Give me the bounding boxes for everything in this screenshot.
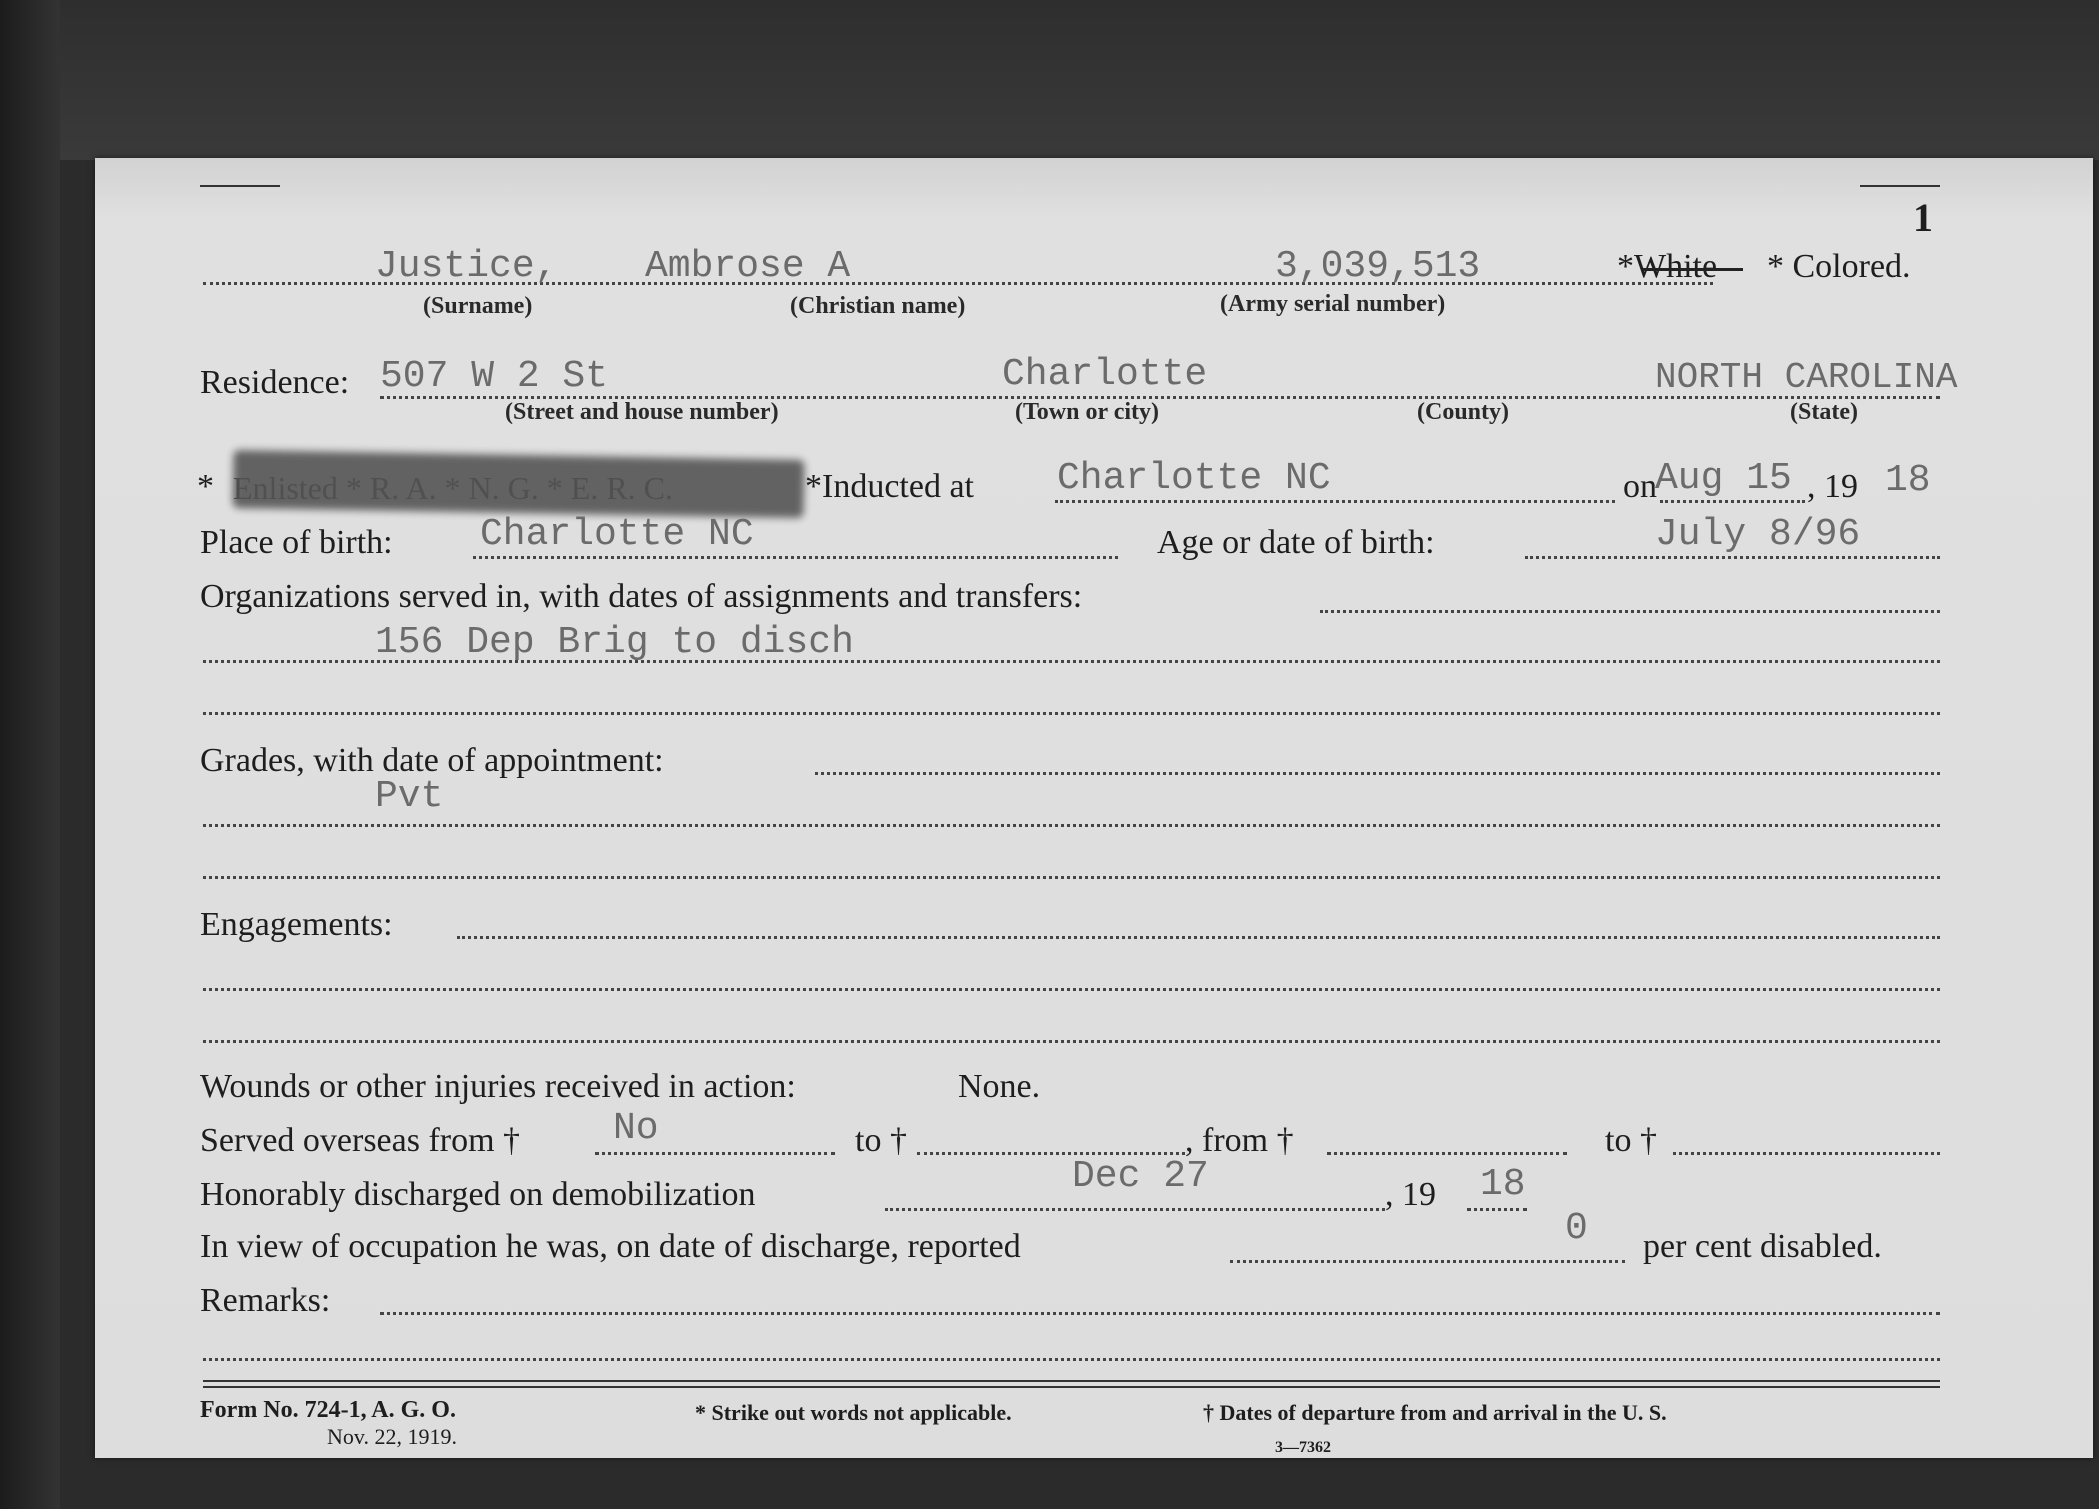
residence-town-value: Charlotte — [1002, 353, 1208, 396]
residence-street-value: 507 W 2 St — [380, 355, 609, 398]
race-colored-label: * Colored. — [1767, 248, 1911, 285]
christian-name-caption: (Christian name) — [790, 293, 966, 319]
discharge-year-line — [1467, 1208, 1527, 1211]
serial-number-value: 3,039,513 — [1275, 245, 1481, 288]
remarks-line-1 — [380, 1312, 1940, 1315]
engagements-line-3 — [203, 1040, 1940, 1043]
footer-rule-1 — [203, 1380, 1940, 1382]
date-of-birth-label: Age or date of birth: — [1157, 524, 1435, 561]
remarks-label: Remarks: — [200, 1282, 331, 1319]
engagements-label: Engagements: — [200, 906, 393, 943]
overseas-from-label-2: , from † — [1185, 1122, 1294, 1159]
wounds-value: None. — [958, 1068, 1041, 1105]
overseas-to-label-2: to † — [1605, 1122, 1657, 1159]
place-of-birth-line — [473, 556, 1118, 559]
grades-line-1 — [815, 772, 1940, 775]
inducted-place-value: Charlotte NC — [1057, 457, 1331, 500]
serial-number-caption: (Army serial number) — [1220, 291, 1446, 317]
print-code: 3—7362 — [1275, 1439, 1331, 1456]
place-of-birth-value: Charlotte NC — [480, 513, 754, 556]
on-label: on — [1623, 468, 1657, 505]
surname-caption: (Surname) — [423, 293, 533, 319]
disability-value: 0 — [1565, 1207, 1588, 1250]
discharge-year-prefix: , 19 — [1385, 1176, 1436, 1213]
strike-note: * Strike out words not applicable. — [695, 1400, 1012, 1425]
grades-value: Pvt — [375, 775, 444, 818]
organizations-line-1 — [1320, 610, 1940, 613]
footer-rule-2 — [203, 1386, 1940, 1388]
form-date: Nov. 22, 1919. — [327, 1424, 457, 1449]
induction-year-prefix: , 19 — [1807, 468, 1858, 505]
overseas-to-line-2 — [1673, 1152, 1940, 1155]
town-caption: (Town or city) — [1015, 399, 1159, 425]
state-caption: (State) — [1790, 399, 1858, 425]
discharge-date-line — [885, 1208, 1385, 1211]
race-white-label: *White — [1617, 248, 1718, 285]
served-overseas-value: No — [613, 1107, 659, 1150]
corner-rule-left — [200, 185, 280, 187]
wounds-label: Wounds or other injuries received in action: — [200, 1068, 796, 1105]
street-caption: (Street and house number) — [505, 399, 779, 425]
grades-line-2 — [203, 824, 1940, 827]
residence-label: Residence: — [200, 364, 350, 401]
organizations-label: Organizations served in, with dates of assignments and transfers: — [200, 578, 1083, 615]
county-caption: (County) — [1417, 399, 1510, 425]
induction-date-value: Aug 15 — [1655, 457, 1792, 500]
disability-suffix: per cent disabled. — [1643, 1228, 1882, 1265]
inducted-label: *Inducted at — [805, 468, 974, 505]
race-white-strike — [1643, 268, 1743, 271]
induction-year-value: 18 — [1885, 459, 1931, 502]
discharge-date-value: Dec 27 — [1072, 1155, 1209, 1198]
card-number: 1 — [1913, 195, 1933, 240]
date-of-birth-line — [1525, 556, 1940, 559]
engagements-line-2 — [203, 988, 1940, 991]
grades-label: Grades, with date of appointment: — [200, 742, 664, 779]
inducted-line — [1055, 500, 1615, 503]
engagements-line-1 — [457, 936, 1940, 939]
overseas-from-line — [595, 1152, 835, 1155]
organizations-line-3 — [203, 712, 1940, 715]
induction-date-line — [1660, 500, 1805, 503]
date-of-birth-value: July 8/96 — [1655, 513, 1861, 556]
disability-label: In view of occupation he was, on date of discharge, reported — [200, 1228, 1021, 1265]
place-of-birth-label: Place of birth: — [200, 524, 393, 561]
induction-star: * — [197, 468, 214, 505]
dates-note: † Dates of departure from and arrival in the U. S. — [1203, 1400, 1667, 1425]
enlisted-strikeout-smudge — [233, 450, 805, 518]
discharge-year-value: 18 — [1480, 1163, 1526, 1206]
christian-name-value: Ambrose A — [645, 245, 851, 288]
scan-background-top — [0, 0, 2099, 160]
residence-state-value: NORTH CAROLINA — [1655, 357, 1958, 398]
grades-line-3 — [203, 876, 1940, 879]
disability-line — [1230, 1260, 1625, 1263]
service-record-card — [95, 158, 2093, 1458]
form-number: Form No. 724-1, A. G. O. — [200, 1397, 456, 1423]
surname-value: Justice, — [375, 245, 558, 288]
remarks-line-2 — [203, 1358, 1940, 1361]
corner-rule-right — [1860, 185, 1940, 187]
overseas-to-label-1: to † — [855, 1122, 907, 1159]
overseas-from-line-2 — [1327, 1152, 1567, 1155]
organizations-value: 156 Dep Brig to disch — [375, 621, 854, 664]
discharge-label: Honorably discharged on demobilization — [200, 1176, 756, 1213]
served-overseas-label: Served overseas from † — [200, 1122, 521, 1159]
scan-background-left — [0, 0, 60, 1509]
